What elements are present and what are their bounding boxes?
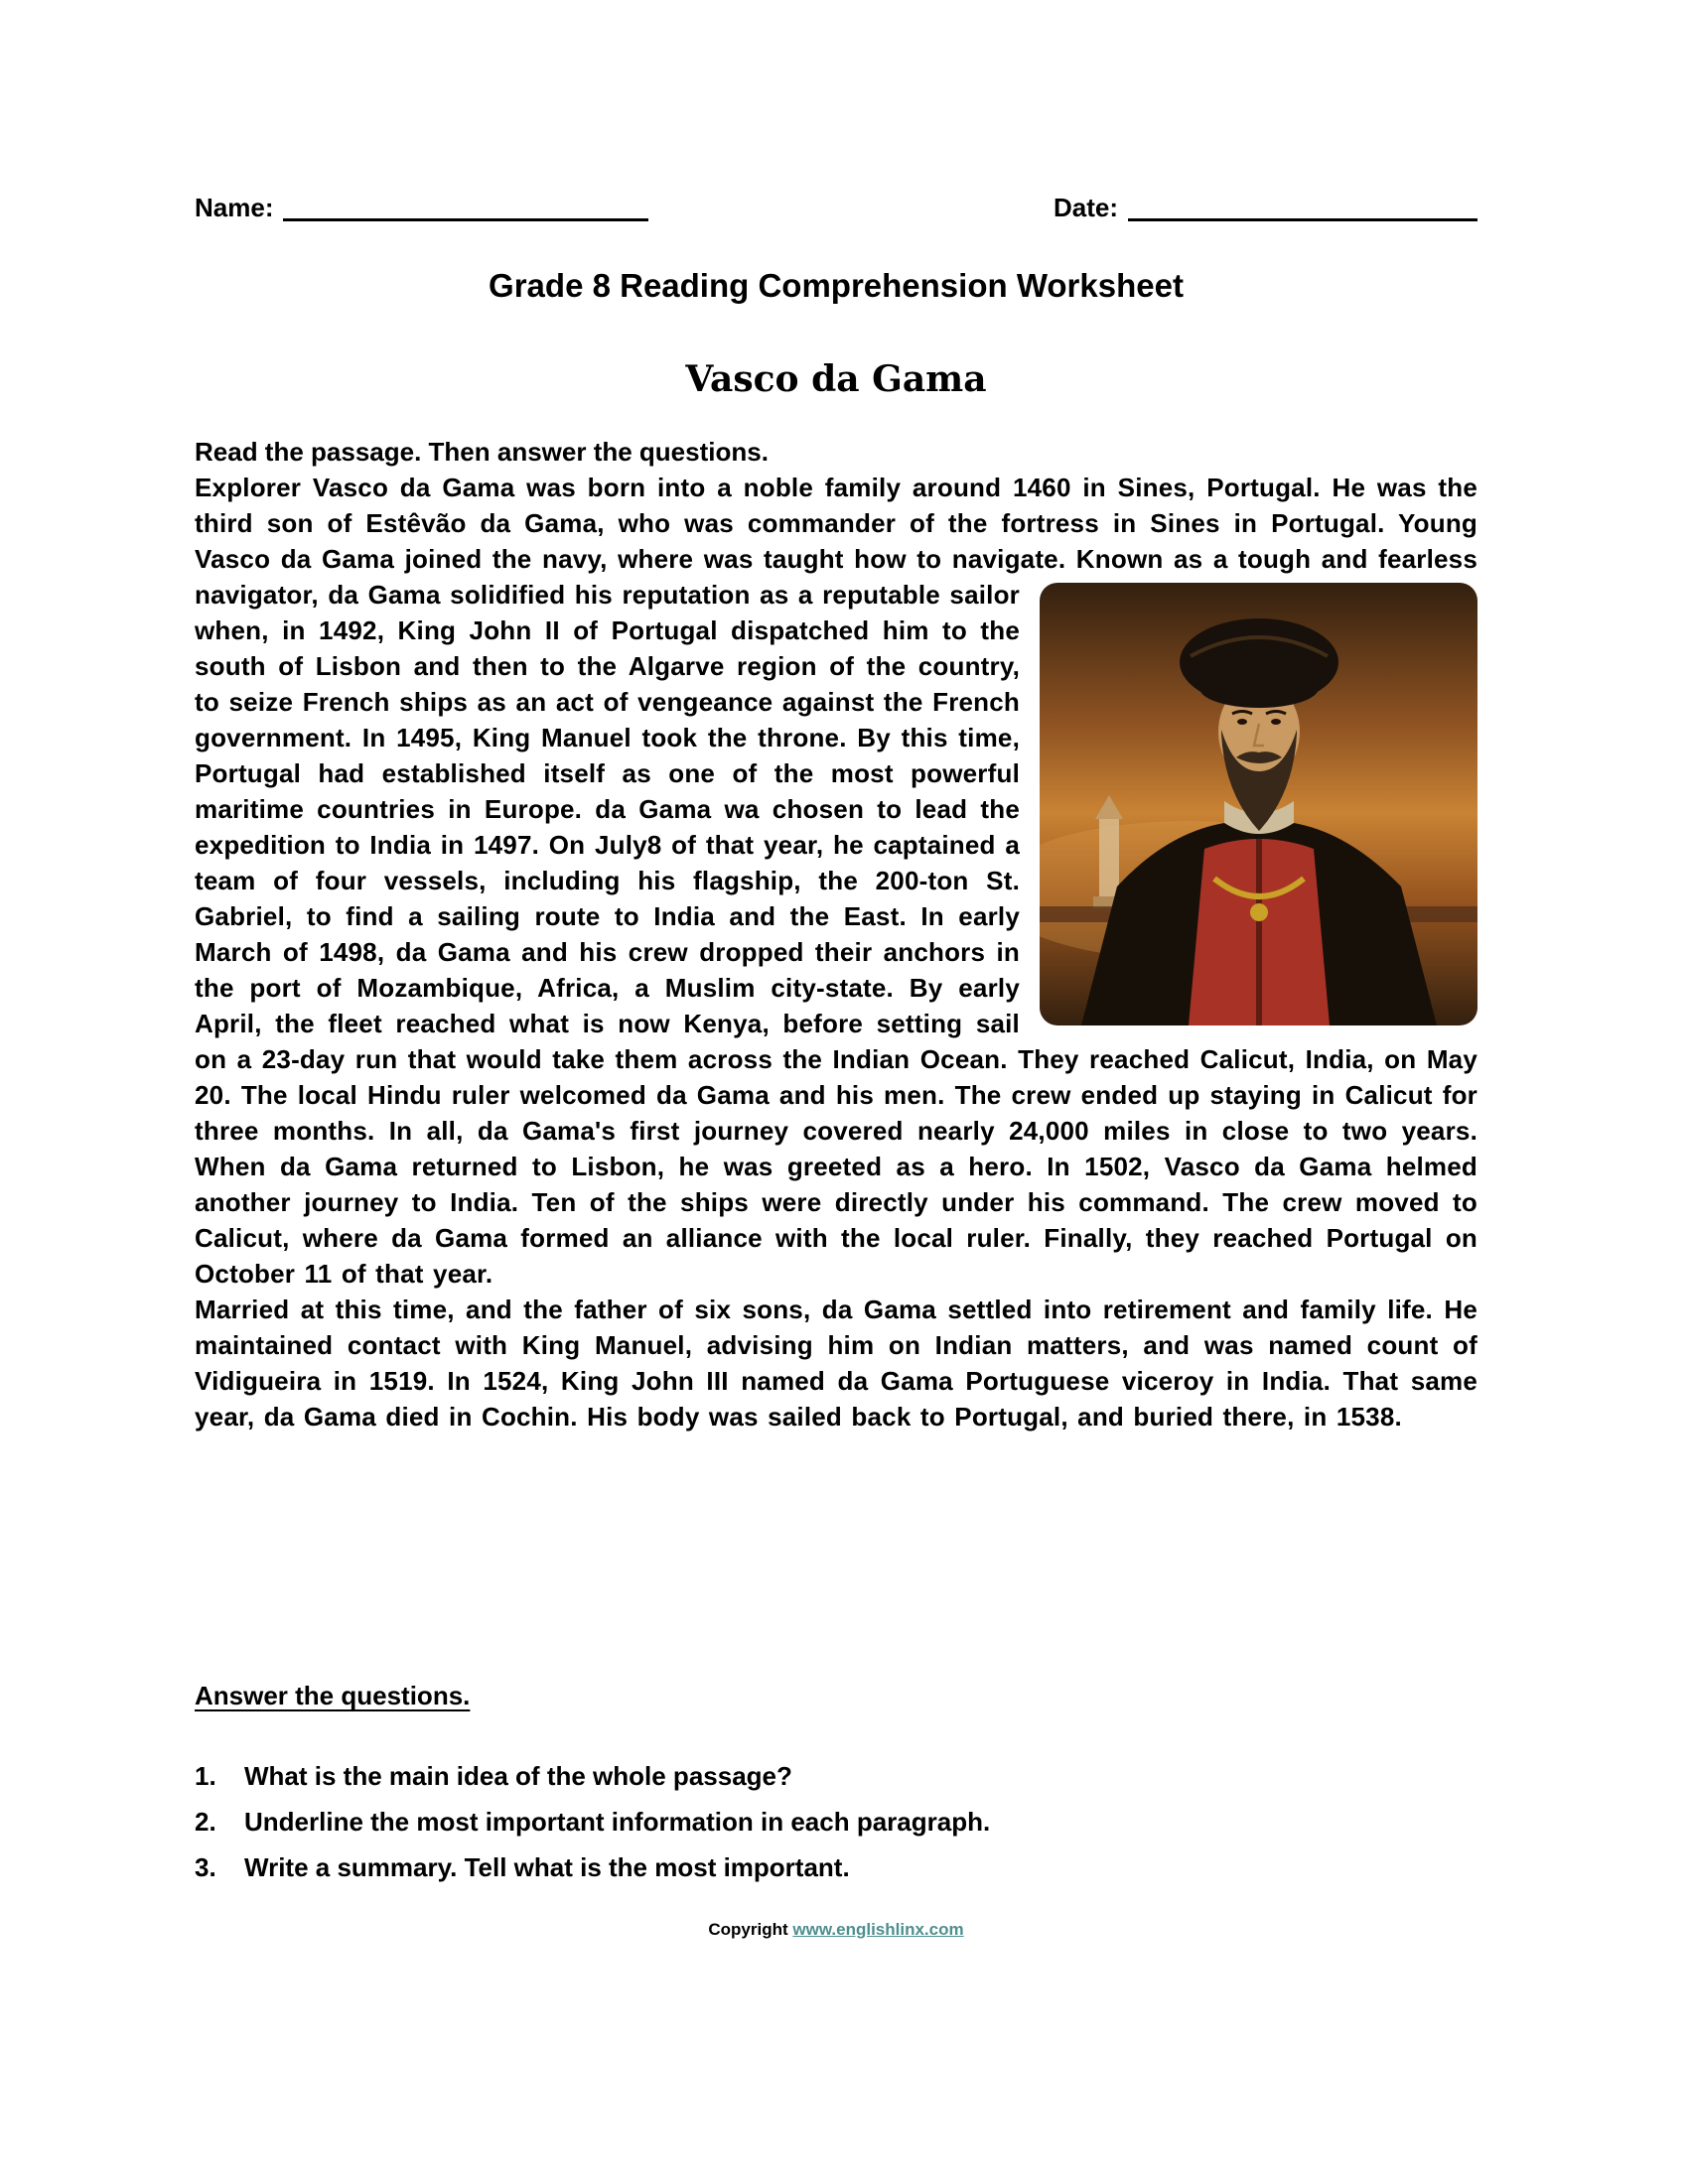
copyright-footer <box>195 1920 1477 1940</box>
portrait-left-eye <box>1237 719 1247 725</box>
name-blank-line <box>283 196 648 221</box>
name-label: Name: <box>195 193 274 222</box>
question-2-text: Underline the most important information in each paragraph. <box>244 1807 991 1837</box>
question-1-number: 1. <box>195 1761 216 1791</box>
date-label: Date: <box>1053 193 1118 222</box>
passage-instruction: Read the passage. Then answer the questions. <box>195 437 769 467</box>
portrait-hat-brim <box>1199 668 1319 708</box>
passage-part-1: Explorer Vasco da Gama was born into a noble family around 1460 in Sines, Portugal. He was the third son of Estêvão da Gama, who was commander of the fortress in Sines in Portugal. Young Vasco da Gama joined the navy, where was taught how to navigate. Known as a tough and fearless navigator, da Gama <box>195 473 1477 610</box>
passage-paragraph-2: Married at this time, and the father of six sons, da Gama settled into retirement and family life. He maintained contact with King Manuel, advising him on Indian matters, and was named count of Vidigueira in 1519. In 1524, King John III named da Gama Portuguese viceroy in India. That same year, da Gama died in Cochin. His body was sailed back to Portugal, and buried there, in 1538. <box>195 1295 1477 1432</box>
question-list <box>195 1759 1477 1884</box>
vasco-da-gama-portrait <box>1040 583 1477 1025</box>
question-item-1 <box>195 1759 1477 1793</box>
question-1-text: What is the main idea of the whole passage? <box>244 1761 792 1791</box>
englishlinx-link[interactable]: www.englishlinx.com <box>792 1920 964 1939</box>
date-blank-line <box>1128 196 1477 221</box>
name-field <box>195 194 648 221</box>
question-2-number: 2. <box>195 1807 216 1837</box>
answer-questions-heading: Answer the questions. <box>195 1681 471 1710</box>
question-3-number: 3. <box>195 1852 216 1882</box>
passage-part-2: solidified his reputation as a reputable sailor when, in 1492, King John II of Portugal dispatched him to the south of Lisbon and then to the Algarve region of the country, to seize French ships as an act of vengeance against the French government. In 1495, King Manuel took the throne. By this time, Portugal had established itself as one of the most powerful maritime countries in Europe. da Gama wa chosen to lead the expedition to India in 1497. On July8 of that year, he captained a team of four vessels, including his flagship, the 200-ton St. Gabriel, to find a sailing route to India and the East. In early March of 1498, da Gama and his crew dropped their anchors in the port of Mozambique, Africa, a Muslim city-state. By early April, the fleet reached what is now Kenya, before setting sail on a 23-day run that would take them across the Indian Ocean. They reached Calicut, India, on May 20. The local Hindu ruler welcomed da Gama and his men. The crew ended up staying in Calicut for three months. In all, da Gama's first journey covered nearly 24,000 miles in close to two years. When da Gama returned to Lisbon, he was greeted as a hero. In 1502, Vasco da Gama helmed another journey to India. Ten of the ships were directly under his command. The crew moved to Calicut, where da Gama formed an alliance with the local ruler. Finally, they reached Portugal on October 11 of that year. <box>195 580 1477 1289</box>
date-field <box>1054 194 1477 221</box>
copyright-text: Copyright <box>708 1920 793 1939</box>
portrait-right-eye <box>1271 719 1281 725</box>
portrait-tunic-seam <box>1256 839 1262 1025</box>
passage-paragraph-1 <box>195 470 1477 1292</box>
passage <box>195 434 1477 1681</box>
vasco-portrait-image <box>1040 583 1477 1025</box>
worksheet-title: Grade 8 Reading Comprehension Worksheet <box>489 267 1184 304</box>
question-3-text: Write a summary. Tell what is the most important. <box>244 1852 850 1882</box>
passage-title: Vasco da Gama <box>685 358 987 400</box>
header <box>195 194 1477 221</box>
question-item-2 <box>195 1805 1477 1839</box>
question-item-3 <box>195 1850 1477 1884</box>
portrait-pendant <box>1250 903 1268 921</box>
